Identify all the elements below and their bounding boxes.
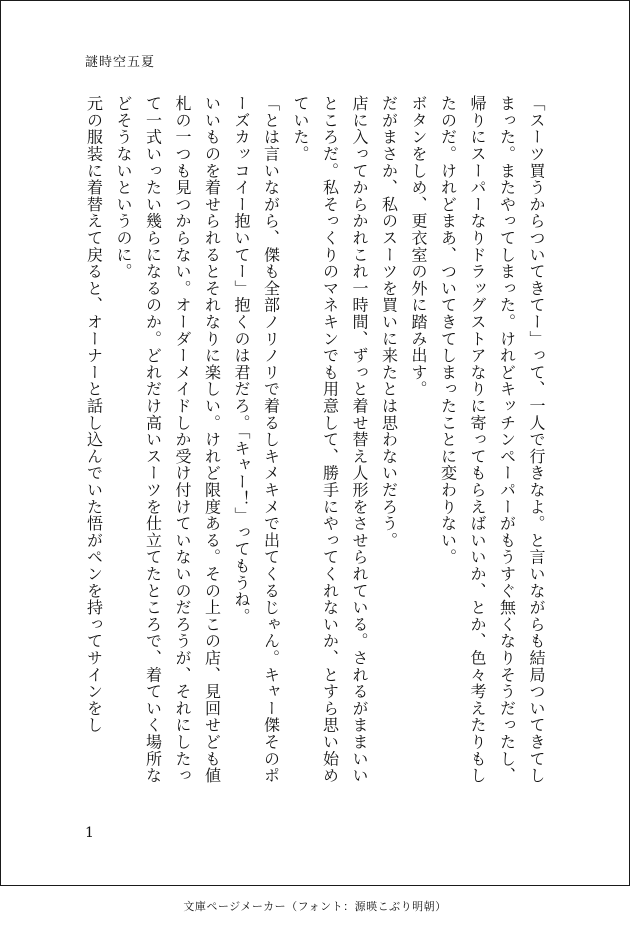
paragraph: いいものを着せられるとそれなりに楽しい。けれど限度ある。その上この店、見回せども値札の一つも見つからない。オーダーメイドしか受け付けていないのだろうが、それにしたって一式いったい幾らになるのか。どれだけ高いスーツを仕立てたところで、着ていく場所などそうないというのに。	[114, 95, 222, 784]
paragraph: 「スーツ買うからついてきてー」って、一人で行きなよ。と言いながらも結局ついてきてしまった。またやってしまった。けれどキッチンペーパーがもうすぐ無くなりそうだったし、帰りにスーパーなりドラッグストアなりに寄ってもらえばいいか、とか、色々考えたりもしたのだ。けれどまあ、ついてきてしまったことに変わりない。	[438, 95, 546, 784]
paragraph: 店に入ってからかれこれ一時間、ずっと着せ替え人形をさせられている。されるがままいいところだ。私そっくりのマネキンでも用意して、勝手にやってくれないか、とすら思い始めていた。	[291, 95, 369, 784]
paragraph: 元の服装に着替えて戻ると、オーナーと話し込んでいた悟がペンを持ってサインをし	[84, 95, 104, 734]
page-number: 1	[85, 825, 94, 841]
body-text	[75, 95, 551, 795]
page-title: 謎時空五夏	[85, 55, 156, 70]
footer-caption: 文庫ページメーカー（フォント：源暎こぶり明朝）	[183, 900, 447, 913]
paragraph: だがまさか、私のスーツを買いに来たとは思わないだろう。	[379, 95, 399, 549]
paragraph: ボタンをしめ、更衣室の外に踏み出す。	[409, 95, 428, 398]
paragraph: 「とは言いながら、傑も全部ノリノリで着るしキメキメで出てくるじゃん。キャー傑そのポーズカッコイー抱いてー」抱くのは君だろ。「キャー！」ってもうね。	[232, 95, 281, 784]
